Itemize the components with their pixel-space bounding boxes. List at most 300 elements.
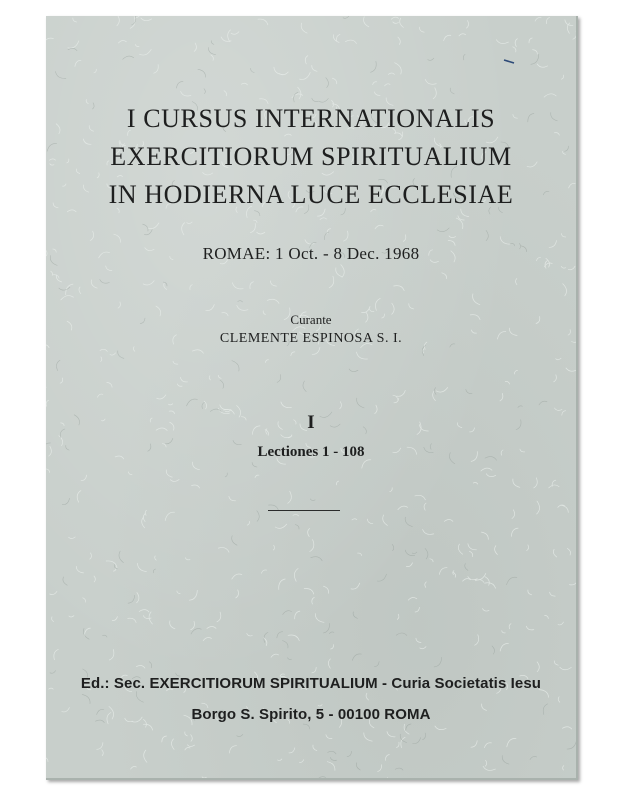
- paper-fiber: [295, 611, 300, 619]
- paper-fiber: [46, 469, 50, 473]
- paper-fiber: [185, 558, 190, 560]
- paper-fiber: [218, 548, 229, 553]
- paper-fiber: [254, 220, 257, 222]
- paper-fiber: [514, 370, 517, 374]
- paper-fiber: [461, 209, 469, 217]
- paper-fiber: [63, 577, 67, 585]
- paper-fiber: [288, 635, 299, 641]
- paper-fiber: [137, 593, 139, 603]
- paper-fiber: [112, 617, 117, 621]
- paper-fiber: [398, 37, 400, 45]
- paper-fiber: [319, 99, 329, 103]
- paper-fiber: [352, 519, 357, 520]
- paper-fiber: [329, 632, 334, 634]
- paper-fiber: [59, 287, 70, 290]
- paper-fiber: [165, 512, 174, 520]
- paper-fiber: [270, 281, 276, 286]
- paper-fiber: [400, 18, 404, 27]
- paper-fiber: [275, 524, 287, 528]
- paper-fiber: [143, 724, 152, 730]
- paper-fiber: [181, 92, 191, 96]
- paper-fiber: [500, 393, 503, 401]
- paper-fiber: [142, 517, 145, 528]
- paper-fiber: [308, 529, 310, 537]
- paper-fiber: [561, 266, 565, 268]
- paper-fiber: [46, 400, 49, 406]
- paper-fiber: [401, 737, 405, 747]
- paper-fiber: [534, 478, 538, 488]
- paper-fiber: [97, 173, 99, 178]
- paper-fiber: [347, 751, 351, 756]
- paper-fiber: [316, 777, 326, 778]
- paper-fiber: [157, 395, 166, 399]
- paper-fiber: [106, 561, 117, 568]
- paper-fiber: [191, 621, 195, 629]
- paper-fiber: [50, 591, 57, 594]
- paper-fiber: [437, 228, 449, 232]
- paper-fiber: [387, 732, 395, 737]
- paper-fiber: [300, 73, 311, 80]
- paper-fiber: [466, 21, 468, 29]
- paper-fiber: [330, 757, 336, 760]
- paper-fiber: [86, 100, 88, 104]
- paper-fiber: [425, 548, 428, 559]
- paper-fiber: [394, 286, 405, 291]
- paper-fiber: [106, 266, 112, 271]
- paper-fiber: [228, 30, 231, 42]
- paper-fiber: [383, 515, 388, 525]
- paper-fiber: [449, 236, 456, 238]
- paper-fiber: [537, 64, 547, 67]
- paper-fiber: [436, 388, 447, 393]
- paper-fiber: [114, 234, 121, 242]
- paper-fiber: [257, 232, 265, 234]
- paper-fiber: [366, 693, 368, 700]
- paper-fiber: [206, 305, 215, 311]
- paper-fiber: [260, 99, 269, 104]
- paper-fiber: [513, 47, 516, 52]
- paper-fiber: [364, 17, 369, 27]
- paper-fiber: [530, 756, 537, 759]
- paper-fiber: [81, 475, 87, 481]
- paper-fiber: [128, 595, 135, 603]
- paper-fiber: [67, 210, 76, 212]
- paper-fiber: [318, 209, 326, 216]
- paper-fiber: [569, 579, 576, 585]
- paper-fiber: [94, 69, 96, 73]
- paper-fiber: [203, 173, 213, 175]
- paper-fiber: [485, 577, 489, 586]
- paper-fiber: [202, 402, 204, 408]
- paper-fiber: [211, 41, 214, 45]
- paper-fiber: [180, 377, 187, 382]
- paper-fiber: [326, 735, 332, 739]
- paper-fiber: [555, 408, 562, 410]
- paper-fiber: [109, 650, 114, 661]
- paper-fiber: [315, 614, 324, 623]
- paper-fiber: [409, 304, 414, 309]
- paper-fiber: [143, 514, 145, 522]
- paper-fiber: [118, 302, 120, 308]
- paper-fiber: [413, 738, 421, 744]
- paper-fiber: [312, 98, 318, 101]
- paper-fiber: [143, 224, 148, 231]
- paper-fiber: [123, 56, 134, 59]
- paper-fiber: [283, 641, 289, 648]
- paper-fiber: [560, 505, 568, 512]
- paper-fiber: [118, 351, 124, 359]
- paper-fiber: [388, 73, 394, 74]
- paper-fiber: [102, 750, 103, 756]
- paper-fiber: [312, 65, 317, 71]
- paper-fiber: [304, 588, 314, 594]
- paper-fiber: [537, 662, 539, 672]
- paper-fiber: [425, 79, 436, 84]
- paper-fiber: [323, 586, 328, 593]
- paper-fiber: [406, 563, 412, 567]
- paper-fiber: [69, 616, 74, 617]
- paper-fiber: [187, 399, 198, 406]
- paper-fiber: [238, 301, 243, 302]
- title-line-2: EXERCITIORUM SPIRITUALIUM: [110, 142, 512, 171]
- paper-fiber: [147, 223, 159, 229]
- paper-fiber: [100, 280, 110, 284]
- paper-fiber: [397, 614, 399, 619]
- paper-fiber: [136, 692, 143, 703]
- paper-fiber: [131, 767, 137, 770]
- paper-fiber: [537, 501, 540, 514]
- paper-fiber: [295, 525, 299, 530]
- book-cover: [46, 16, 578, 780]
- paper-fiber: [177, 82, 184, 89]
- paper-fiber: [250, 282, 254, 289]
- paper-fiber: [483, 609, 490, 611]
- paper-fiber: [550, 592, 556, 596]
- paper-fiber: [298, 87, 301, 99]
- paper-fiber: [463, 54, 465, 60]
- paper-fiber: [217, 612, 221, 622]
- paper-fiber: [415, 495, 426, 499]
- paper-fiber: [310, 499, 315, 501]
- paper-fiber: [385, 84, 390, 86]
- paper-fiber: [277, 375, 281, 383]
- paper-fiber: [444, 35, 451, 40]
- paper-fiber: [549, 485, 559, 488]
- paper-fiber: [255, 475, 259, 478]
- paper-fiber: [138, 563, 147, 571]
- paper-fiber: [202, 777, 206, 778]
- paper-fiber: [329, 276, 334, 288]
- paper-fiber: [433, 88, 436, 99]
- paper-fiber: [419, 27, 424, 32]
- paper-fiber: [279, 579, 285, 590]
- paper-fiber: [375, 298, 380, 310]
- paper-fiber: [554, 661, 558, 665]
- paper-fiber: [171, 739, 174, 750]
- paper-fiber: [225, 473, 227, 477]
- paper-fiber: [502, 756, 509, 765]
- paper-fiber: [203, 638, 211, 641]
- paper-fiber: [76, 566, 83, 573]
- paper-fiber: [328, 659, 330, 668]
- paper-fiber: [473, 483, 477, 485]
- paper-fiber: [236, 590, 239, 598]
- paper-fiber: [190, 285, 192, 290]
- paper-fiber: [68, 41, 79, 48]
- paper-fiber: [97, 743, 103, 750]
- paper-fiber: [277, 632, 283, 638]
- paper-fiber: [351, 583, 360, 589]
- paper-fiber: [139, 49, 151, 55]
- paper-fiber: [79, 287, 81, 294]
- paper-fiber: [52, 617, 54, 622]
- paper-fiber: [466, 389, 472, 393]
- paper-fiber: [358, 553, 362, 555]
- paper-fiber: [271, 654, 279, 657]
- paper-fiber: [155, 556, 157, 560]
- paper-fiber: [311, 557, 322, 561]
- paper-fiber: [191, 629, 201, 634]
- paper-fiber: [231, 32, 239, 35]
- paper-fiber: [117, 16, 120, 26]
- paper-fiber: [509, 624, 511, 629]
- paper-fiber: [57, 360, 60, 370]
- paper-fiber: [232, 574, 242, 579]
- paper-fiber: [73, 18, 77, 22]
- paper-fiber: [301, 23, 307, 33]
- paper-fiber: [395, 63, 402, 74]
- paper-fiber: [425, 582, 426, 588]
- paper-fiber: [247, 634, 253, 636]
- paper-fiber: [60, 378, 62, 383]
- paper-fiber: [143, 616, 151, 619]
- paper-fiber: [367, 519, 372, 524]
- paper-fiber: [77, 491, 81, 503]
- paper-fiber: [558, 622, 564, 625]
- paper-fiber: [331, 645, 334, 649]
- paper-fiber: [303, 724, 310, 729]
- paper-fiber: [356, 763, 360, 770]
- paper-fiber: [340, 402, 342, 409]
- paper-fiber: [395, 768, 403, 770]
- paper-fiber: [430, 559, 433, 562]
- paper-fiber: [567, 548, 570, 555]
- paper-fiber: [326, 78, 329, 88]
- paper-fiber: [278, 759, 282, 761]
- paper-fiber: [553, 549, 556, 557]
- paper-fiber: [560, 667, 572, 670]
- paper-fiber: [562, 727, 571, 729]
- paper-fiber: [128, 472, 132, 475]
- paper-fiber: [420, 647, 426, 649]
- paper-fiber: [428, 58, 434, 60]
- divider-rule: [268, 510, 340, 511]
- paper-fiber: [531, 54, 539, 64]
- paper-fiber: [267, 299, 279, 303]
- place-date: ROMAE: 1 Oct. - 8 Dec. 1968: [202, 244, 420, 263]
- paper-fiber: [371, 61, 377, 72]
- paper-fiber: [336, 481, 338, 485]
- paper-fiber: [450, 88, 454, 94]
- paper-fiber: [252, 462, 257, 467]
- editor-name: CLEMENTE ESPINOSA S. I.: [219, 331, 403, 346]
- paper-fiber: [166, 470, 172, 477]
- paper-fiber: [546, 17, 549, 23]
- paper-fiber: [362, 460, 371, 468]
- paper-fiber: [458, 544, 462, 554]
- paper-fiber: [251, 68, 255, 72]
- paper-fiber: [500, 643, 508, 651]
- paper-fiber: [568, 266, 575, 270]
- paper-fiber: [527, 545, 529, 551]
- paper-fiber: [187, 222, 192, 224]
- paper-fiber: [416, 638, 421, 642]
- paper-fiber: [312, 347, 320, 354]
- paper-fiber: [149, 662, 151, 668]
- paper-fiber: [312, 667, 316, 673]
- paper-fiber: [153, 569, 155, 573]
- address-line: Borgo S. Spirito, 5 - 00100 ROMA: [191, 706, 431, 723]
- paper-fiber: [473, 294, 480, 305]
- paper-fiber: [143, 281, 154, 285]
- paper-fiber: [352, 654, 361, 660]
- paper-fiber: [412, 552, 417, 554]
- paper-fiber: [512, 510, 515, 519]
- paper-fiber: [435, 726, 446, 730]
- paper-fiber: [404, 724, 409, 734]
- paper-fiber: [119, 551, 124, 563]
- paper-fiber: [459, 34, 466, 36]
- paper-fiber: [145, 510, 146, 515]
- paper-fiber: [313, 745, 317, 751]
- paper-fiber: [463, 579, 471, 582]
- paper-fiber: [185, 748, 190, 750]
- paper-fiber: [465, 564, 468, 571]
- paper-fiber: [69, 537, 76, 539]
- paper-fiber: [91, 280, 97, 288]
- paper-fiber: [323, 623, 329, 633]
- paper-fiber: [177, 591, 180, 594]
- paper-fiber: [434, 657, 442, 667]
- paper-fiber: [343, 16, 349, 18]
- paper-fiber: [415, 607, 419, 612]
- paper-fiber: [320, 218, 327, 220]
- paper-fiber: [481, 468, 492, 471]
- paper-fiber: [544, 94, 556, 97]
- paper-fiber: [469, 551, 472, 556]
- paper-fiber: [439, 568, 447, 575]
- paper-fiber: [492, 646, 495, 654]
- paper-fiber: [310, 540, 314, 552]
- paper-fiber: [344, 231, 348, 241]
- paper-fiber: [406, 724, 411, 731]
- paper-fiber: [82, 694, 90, 703]
- paper-fiber: [485, 583, 496, 589]
- paper-fiber: [141, 18, 152, 21]
- paper-fiber: [144, 230, 152, 235]
- paper-fiber: [51, 271, 53, 275]
- paper-fiber: [247, 521, 249, 525]
- paper-fiber: [46, 757, 48, 761]
- paper-fiber: [357, 352, 368, 359]
- paper-fiber: [264, 632, 268, 642]
- paper-fiber: [62, 498, 69, 504]
- paper-fiber: [471, 741, 477, 748]
- paper-fiber: [170, 480, 179, 482]
- paper-fiber: [255, 211, 260, 216]
- paper-fiber: [573, 31, 576, 39]
- paper-fiber: [232, 536, 237, 546]
- paper-fiber: [375, 662, 380, 667]
- paper-fiber: [198, 69, 206, 77]
- paper-fiber: [397, 391, 405, 397]
- paper-fiber: [218, 375, 221, 378]
- paper-fiber: [68, 48, 77, 50]
- paper-fiber: [192, 350, 203, 353]
- paper-fiber: [515, 39, 517, 47]
- paper-fiber: [303, 381, 306, 392]
- paper-fiber: [261, 570, 266, 573]
- paper-fiber: [294, 569, 298, 582]
- paper-fiber: [349, 369, 358, 372]
- paper-fiber: [237, 306, 248, 311]
- paper-fiber: [288, 658, 292, 660]
- paper-fiber: [325, 232, 329, 240]
- paper-fiber: [398, 506, 408, 509]
- paper-fiber: [250, 224, 255, 233]
- paper-fiber: [377, 574, 386, 581]
- volume-number: I: [307, 412, 315, 433]
- paper-fiber: [173, 361, 178, 364]
- paper-fiber: [61, 296, 74, 300]
- paper-fiber: [312, 597, 314, 604]
- title-line-1: I CURSUS INTERNATIONALIS: [126, 104, 496, 133]
- paper-fiber: [110, 353, 116, 355]
- paper-fiber: [353, 612, 357, 619]
- paper-fiber: [169, 404, 173, 405]
- paper-fiber: [56, 72, 66, 79]
- paper-fiber: [392, 544, 394, 550]
- paper-fiber: [182, 223, 185, 235]
- paper-fiber: [403, 235, 406, 242]
- paper-fiber: [103, 635, 108, 637]
- paper-fiber: [533, 50, 538, 55]
- paper-fiber: [191, 735, 193, 742]
- paper-fiber: [90, 553, 92, 559]
- paper-fiber: [397, 742, 400, 747]
- paper-fiber: [408, 598, 417, 601]
- paper-fiber: [299, 760, 303, 763]
- paper-fiber: [54, 649, 58, 659]
- paper-fiber: [229, 496, 236, 500]
- paper-fiber: [502, 631, 506, 633]
- paper-fiber: [285, 134, 292, 136]
- paper-fiber: [118, 41, 126, 43]
- paper-fiber: [396, 633, 407, 635]
- paper-fiber: [229, 746, 236, 753]
- paper-fiber: [322, 172, 334, 175]
- paper-fiber: [486, 474, 495, 477]
- paper-fiber: [337, 34, 340, 40]
- paper-fiber: [273, 545, 274, 550]
- paper-fiber: [265, 360, 268, 363]
- paper-fiber: [117, 176, 122, 177]
- paper-fiber: [378, 765, 382, 772]
- paper-fiber: [332, 78, 336, 84]
- paper-fiber: [327, 229, 330, 234]
- paper-fiber: [535, 18, 541, 22]
- paper-fiber: [136, 665, 145, 668]
